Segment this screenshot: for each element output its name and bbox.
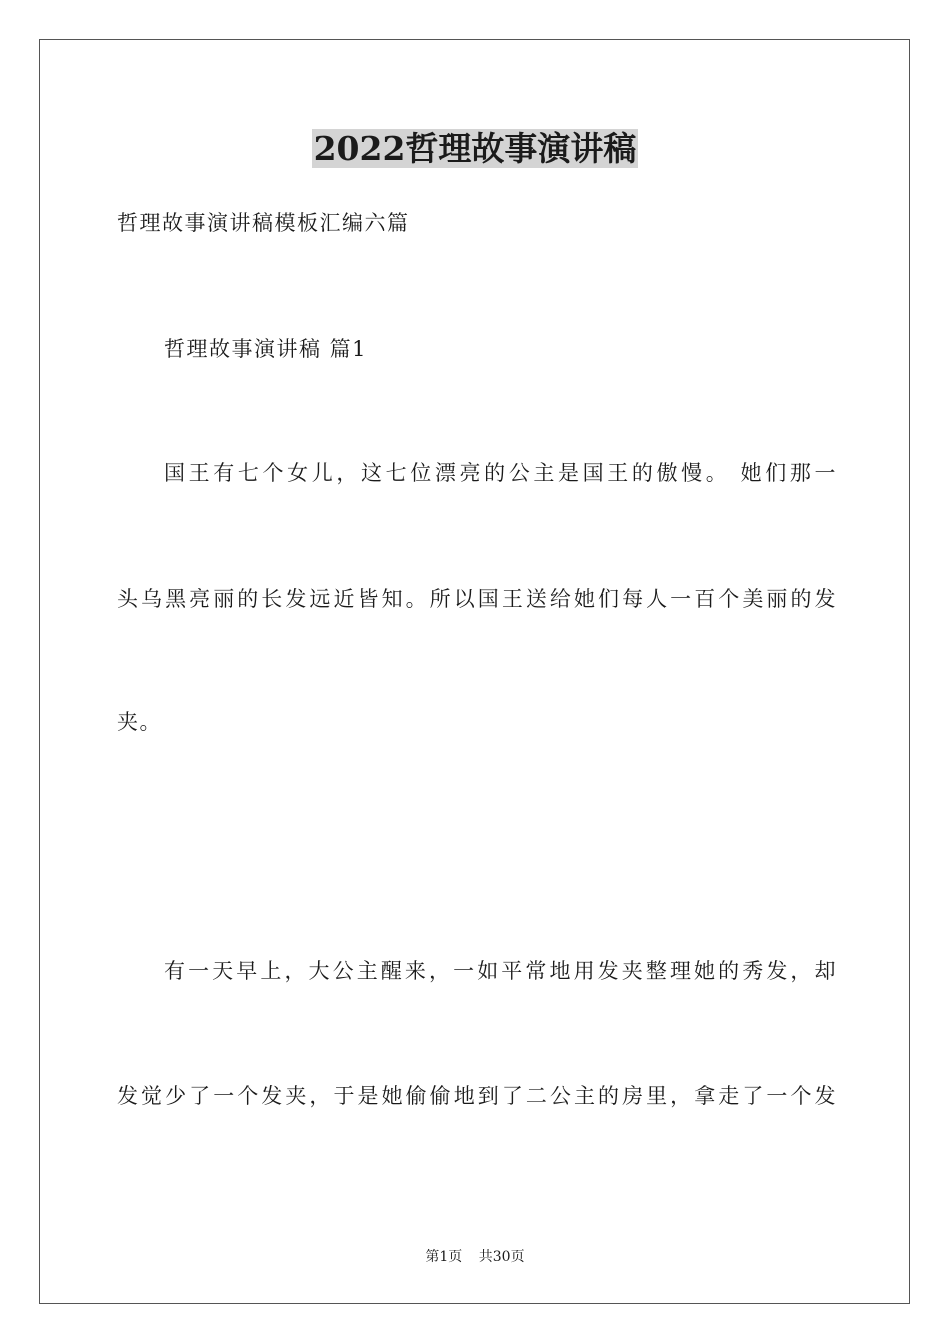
paragraph-line-2: 头乌黑亮丽的长发远近皆知。所以国王送给她们每人一百个美丽的发 <box>117 587 837 611</box>
document-subtitle: 哲理故事演讲稿模板汇编六篇 <box>117 211 410 235</box>
page-total: 共30页 <box>478 1249 525 1265</box>
paragraph-line-1: 国王有七个女儿，这七位漂亮的公主是国王的傲慢。 她们那一 <box>164 461 837 485</box>
paragraph-line-4: 有一天早上，大公主醒来，一如平常地用发夹整理她的秀发，却 <box>164 959 837 983</box>
section-heading: 哲理故事演讲稿 篇1 <box>164 337 368 361</box>
document-title <box>0 128 950 170</box>
page-number: 第1页 <box>425 1249 463 1265</box>
page-footer <box>0 1248 950 1266</box>
document-title-text: 2022哲理故事演讲稿 <box>313 129 637 168</box>
paragraph-line-3: 夹。 <box>117 710 162 734</box>
paragraph-line-5: 发觉少了一个发夹，于是她偷偷地到了二公主的房里，拿走了一个发 <box>117 1084 837 1108</box>
